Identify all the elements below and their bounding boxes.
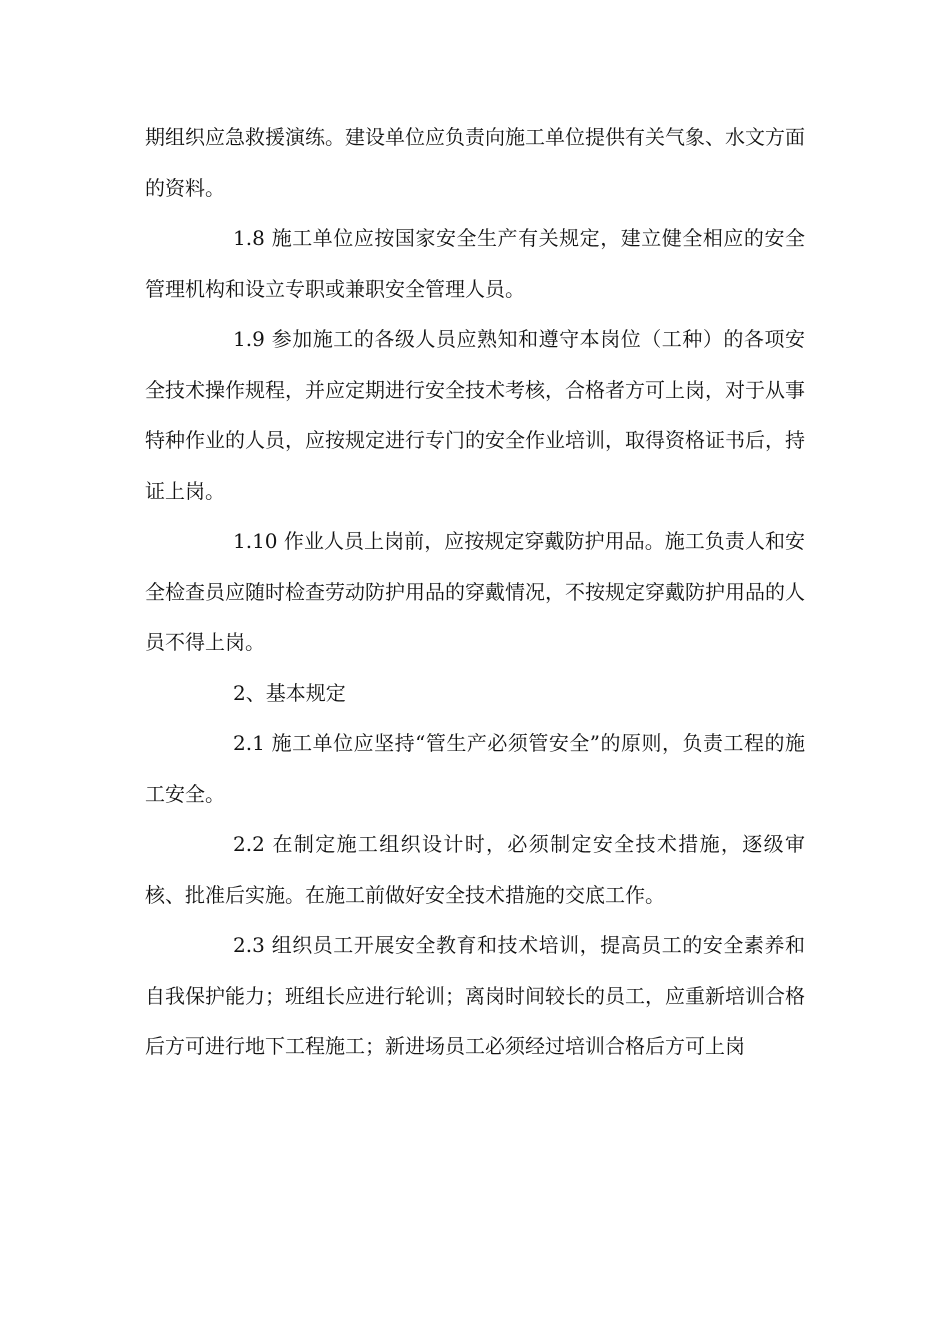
section-heading-2: 2、基本规定 xyxy=(233,680,346,705)
paragraph-continuation: 期组织应急救援演练。建设单位应负责向施工单位提供有关气象、水文方面的资料。 xyxy=(145,125,805,200)
paragraph-1-9: 1.9 参加施工的各级人员应熟知和遵守本岗位（工种）的各项安全技术操作规程，并应定期进行安全技术考核，合格者方可上岗，对于从事特种作业的人员，应按规定进行专门的安全作业培训，取得资格证书后，持证上岗。 xyxy=(145,327,805,503)
paragraph-1-10: 1.10 作业人员上岗前，应按规定穿戴防护用品。施工负责人和安全检查员应随时检查劳动防护用品的穿戴情况，不按规定穿戴防护用品的人员不得上岗。 xyxy=(145,529,805,654)
paragraph-1-8: 1.8 施工单位应按国家安全生产有关规定，建立健全相应的安全管理机构和设立专职或兼职安全管理人员。 xyxy=(145,226,805,301)
paragraph-2-3: 2.3 组织员工开展安全教育和技术培训，提高员工的安全素养和自我保护能力；班组长应进行轮训；离岗时间较长的员工，应重新培训合格后方可进行地下工程施工；新进场员工必须经过培训合格后方可上岗 xyxy=(145,933,805,1058)
paragraph-2-1: 2.1 施工单位应坚持“管生产必须管安全”的原则，负责工程的施工安全。 xyxy=(145,731,805,806)
paragraph-2-2: 2.2 在制定施工组织设计时，必须制定安全技术措施，逐级审核、批准后实施。在施工前做好安全技术措施的交底工作。 xyxy=(145,832,805,907)
document-body xyxy=(145,112,805,1072)
